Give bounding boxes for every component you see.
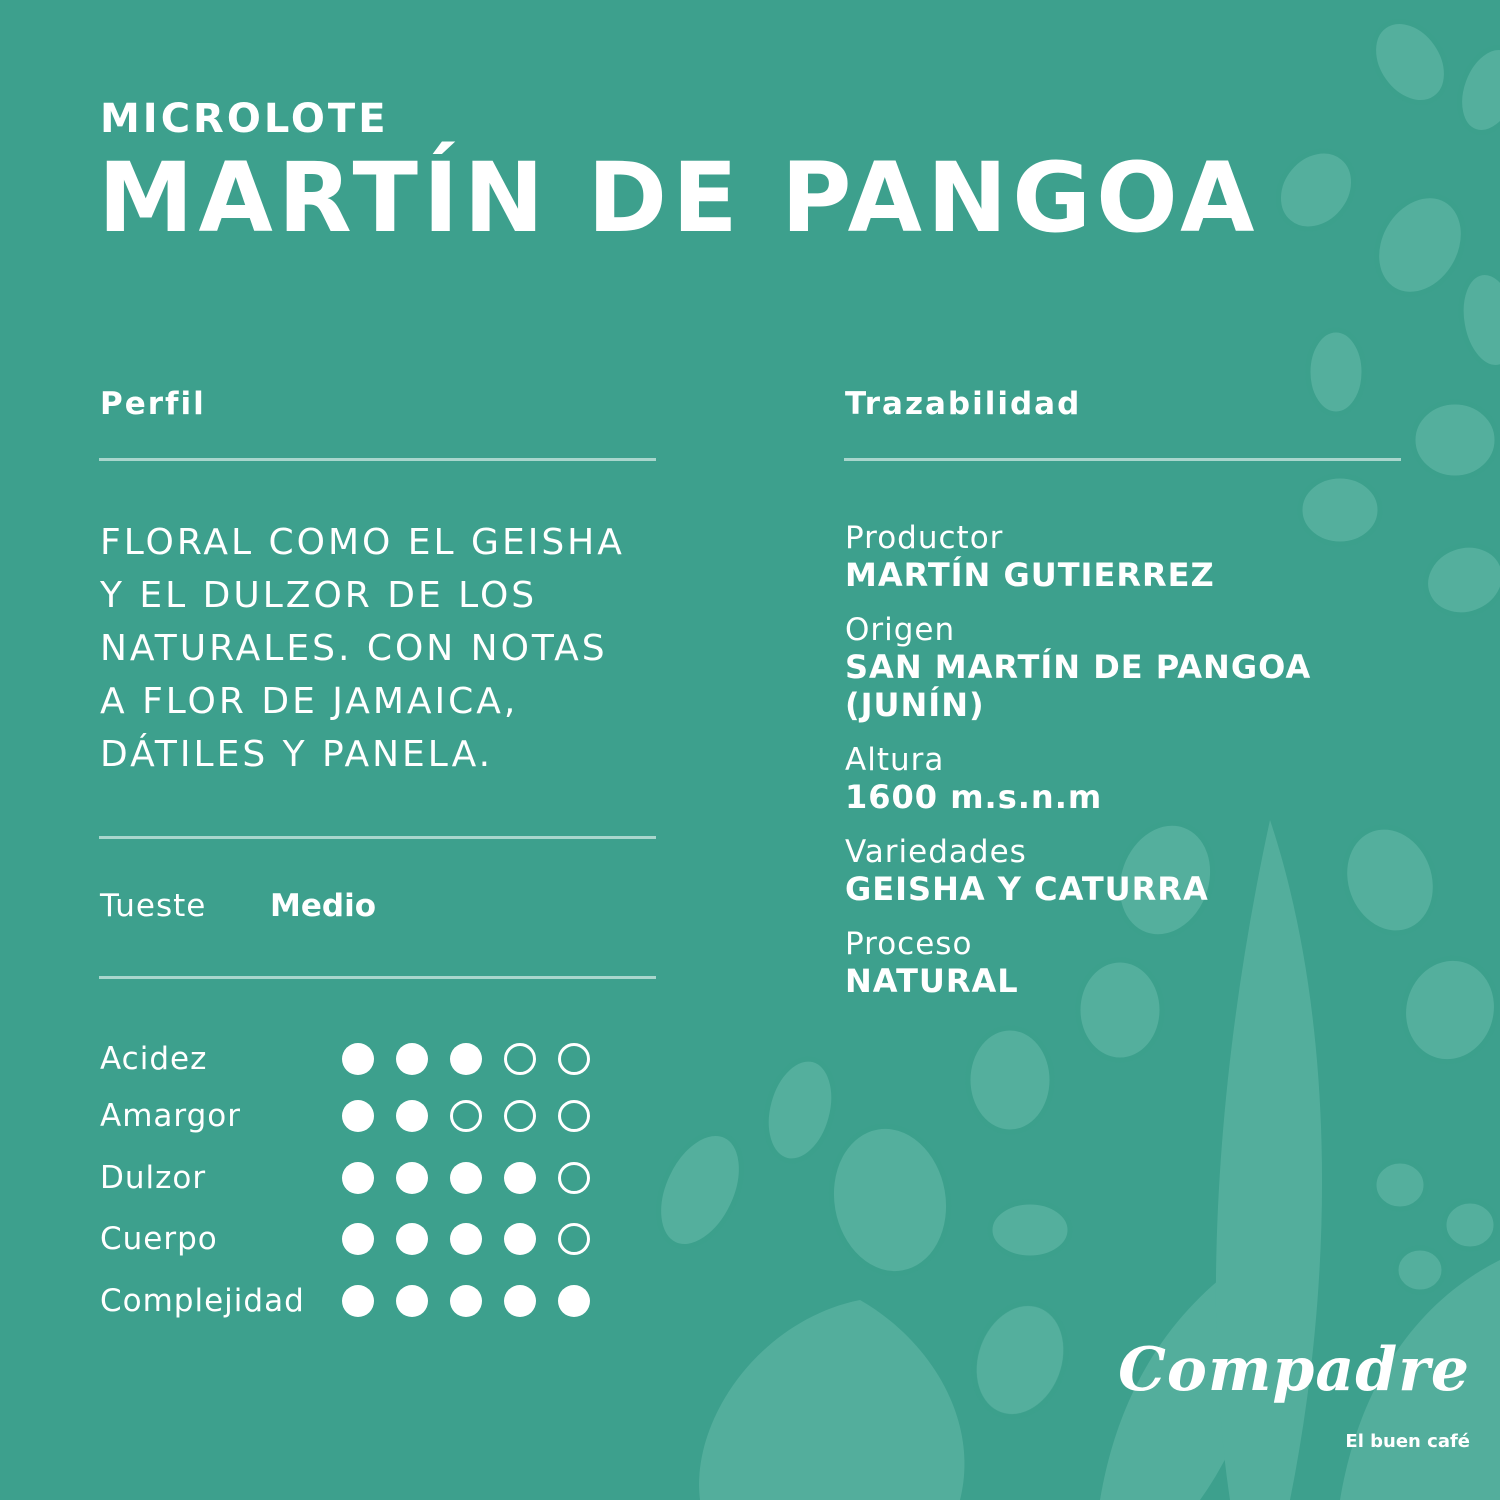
divider: [99, 836, 656, 839]
rating-dot-filled: [504, 1162, 536, 1194]
coffee-bean-icon: [642, 1120, 758, 1259]
leaf-icon: [699, 1300, 964, 1500]
perfil-heading: Perfil: [100, 386, 206, 422]
brand-tagline: El buen café: [1345, 1431, 1470, 1452]
rating-dot-filled: [342, 1162, 374, 1194]
traceability-list: [845, 520, 1405, 1018]
coffee-bean-icon: [959, 1290, 1081, 1429]
coffee-bean-icon: [1416, 534, 1500, 625]
trace-label: Origen: [845, 612, 956, 648]
rating-dot-empty: [504, 1043, 536, 1075]
attribute-row: [100, 1150, 620, 1210]
coffee-bean-icon: [968, 1028, 1052, 1132]
description-line: DÁTILES Y PANELA.: [100, 734, 494, 775]
rating-dot-empty: [558, 1043, 590, 1075]
roast-value: Medio: [270, 888, 376, 924]
trace-label: Proceso: [845, 926, 973, 962]
kicker: MICROLOTE: [100, 96, 389, 142]
rating-dot-filled: [396, 1162, 428, 1194]
roast-label: Tueste: [100, 888, 207, 924]
flavor-description: [100, 516, 660, 781]
brand-logo: [1118, 1335, 1470, 1455]
coffee-bean-icon: [820, 1117, 960, 1283]
trace-value: 1600 m.s.n.m: [845, 778, 1103, 816]
trace-item-proceso: [845, 926, 1405, 1000]
rating-dot-filled: [342, 1223, 374, 1255]
trace-value: SAN MARTÍN DE PANGOA (JUNÍN): [845, 648, 1312, 724]
description-line: FLORAL COMO EL GEISHA: [100, 522, 625, 563]
rating-dot-filled: [504, 1285, 536, 1317]
rating-dot-empty: [558, 1223, 590, 1255]
rating-dot-filled: [450, 1162, 482, 1194]
rating-dot-empty: [558, 1162, 590, 1194]
rating-dot-filled: [450, 1043, 482, 1075]
attribute-row: [100, 1031, 620, 1091]
attribute-label: Acidez: [100, 1041, 208, 1077]
rating-dot-empty: [558, 1100, 590, 1132]
divider: [844, 458, 1401, 461]
coffee-bean-icon: [756, 1051, 845, 1168]
trace-value: GEISHA Y CATURRA: [845, 870, 1209, 908]
description-line: Y EL DULZOR DE LOS: [100, 575, 538, 616]
trace-item-productor: [845, 520, 1405, 594]
attribute-label: Cuerpo: [100, 1221, 218, 1257]
rating-dot-filled: [396, 1223, 428, 1255]
description-line: A FLOR DE JAMAICA,: [100, 681, 519, 722]
coffee-bean-icon: [1454, 268, 1500, 372]
rating-dot-filled: [396, 1043, 428, 1075]
trace-value: NATURAL: [845, 962, 1019, 1000]
rating-dot-filled: [450, 1285, 482, 1317]
coffee-bean-icon: [1359, 8, 1462, 117]
coffee-bean-icon: [1449, 39, 1500, 141]
rating-dot-filled: [396, 1285, 428, 1317]
trace-label: Productor: [845, 520, 1004, 556]
rating-dot-filled: [342, 1043, 374, 1075]
trazabilidad-heading: Trazabilidad: [845, 386, 1082, 422]
rating-dot-filled: [342, 1100, 374, 1132]
rating-dot-filled: [450, 1223, 482, 1255]
page-title: MARTÍN DE PANGOA: [98, 142, 1260, 254]
attribute-row: [100, 1211, 620, 1271]
rating-dot-empty: [504, 1100, 536, 1132]
coffee-bean-icon: [1396, 1248, 1444, 1292]
rating-dot-filled: [396, 1100, 428, 1132]
trace-value: MARTÍN GUTIERREZ: [845, 556, 1215, 594]
coffee-bean-icon: [990, 1202, 1070, 1258]
rating-dot-filled: [342, 1285, 374, 1317]
rating-dot-filled: [558, 1285, 590, 1317]
coffee-bean-icon: [1263, 136, 1369, 244]
coffee-bean-icon: [1392, 948, 1500, 1072]
attribute-row: [100, 1273, 620, 1333]
rating-dot-empty: [450, 1100, 482, 1132]
trace-item-origen: [845, 612, 1405, 724]
attribute-label: Dulzor: [100, 1160, 207, 1196]
attribute-row: [100, 1088, 620, 1148]
trace-item-variedades: [845, 834, 1405, 908]
coffee-bean-icon: [1374, 1161, 1426, 1209]
description-line: NATURALES. CON NOTAS: [100, 628, 608, 669]
rating-dot-filled: [504, 1223, 536, 1255]
brand-name: Compadre: [1118, 1335, 1470, 1405]
divider: [99, 458, 656, 461]
trace-item-altura: [845, 742, 1405, 816]
attribute-label: Complejidad: [100, 1283, 305, 1319]
trace-label: Altura: [845, 742, 945, 778]
coffee-bean-icon: [1444, 1201, 1496, 1249]
divider: [99, 976, 656, 979]
attribute-label: Amargor: [100, 1098, 241, 1134]
coffee-bean-icon: [1413, 402, 1497, 478]
trace-label: Variedades: [845, 834, 1027, 870]
coffee-bean-icon: [1308, 330, 1364, 414]
